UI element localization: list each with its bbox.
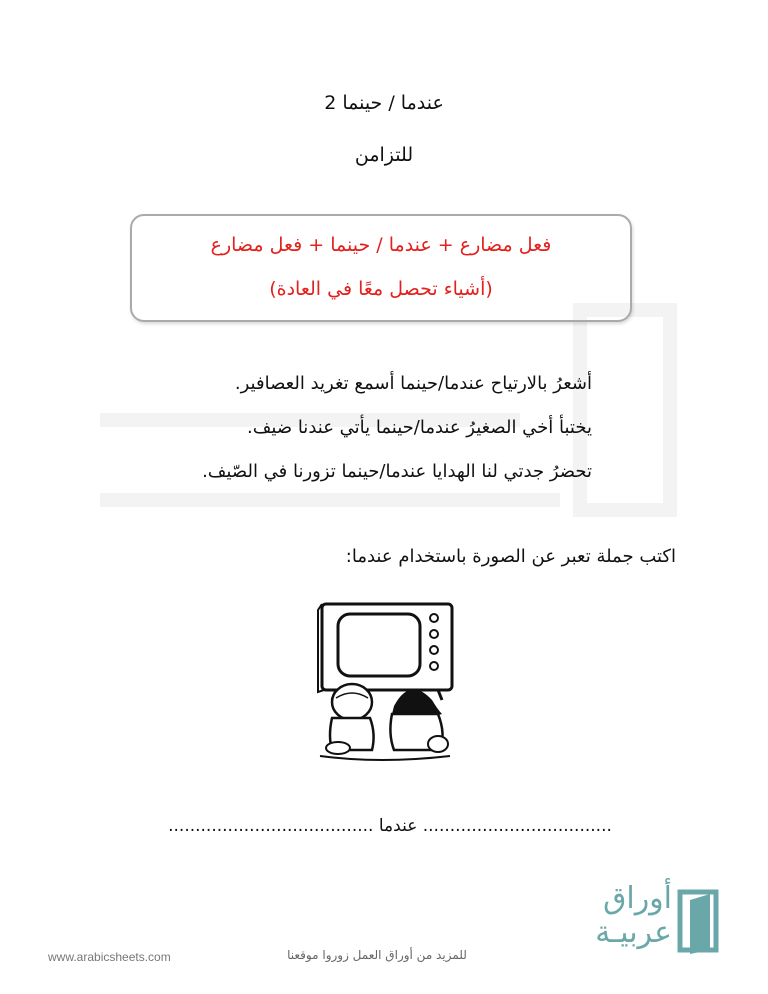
answer-line[interactable]: ................................... عندما ...................................... <box>168 816 612 836</box>
logo-line-1: أوراق <box>603 881 672 916</box>
rule-formula: فعل مضارع + عندما / حينما + فعل مضارع <box>210 234 552 256</box>
example-sentences <box>152 370 592 502</box>
grammar-rule-box <box>130 214 632 322</box>
book-icon <box>676 888 722 956</box>
page-title: عندما / حينما 2 <box>324 92 444 114</box>
footer-tagline: للمزيد من أوراق العمل زوروا موقعنا <box>287 948 467 962</box>
page-subtitle: للتزامن <box>354 144 414 166</box>
footer-url[interactable]: www.arabicsheets.com <box>48 950 171 964</box>
logo-line-2: عربيـة <box>595 915 672 950</box>
tv-children-illustration <box>300 598 460 768</box>
example-sentence: تحضرُ جدتي لنا الهدايا عندما/حينما تزورنا في الصّيف. <box>202 461 592 482</box>
example-sentence: يختبأ أخي الصغيرُ عندما/حينما يأتي عندنا ضيف. <box>247 417 592 438</box>
logo-text <box>572 882 672 950</box>
brand-logo <box>588 880 728 960</box>
exercise-instruction: اكتب جملة تعبر عن الصورة باستخدام عندما: <box>345 546 676 567</box>
example-sentence: أشعرُ بالارتياح عندما/حينما أسمع تغريد العصافير. <box>234 373 592 394</box>
rule-note: (أشياء تحصل معًا في العادة) <box>269 278 493 300</box>
